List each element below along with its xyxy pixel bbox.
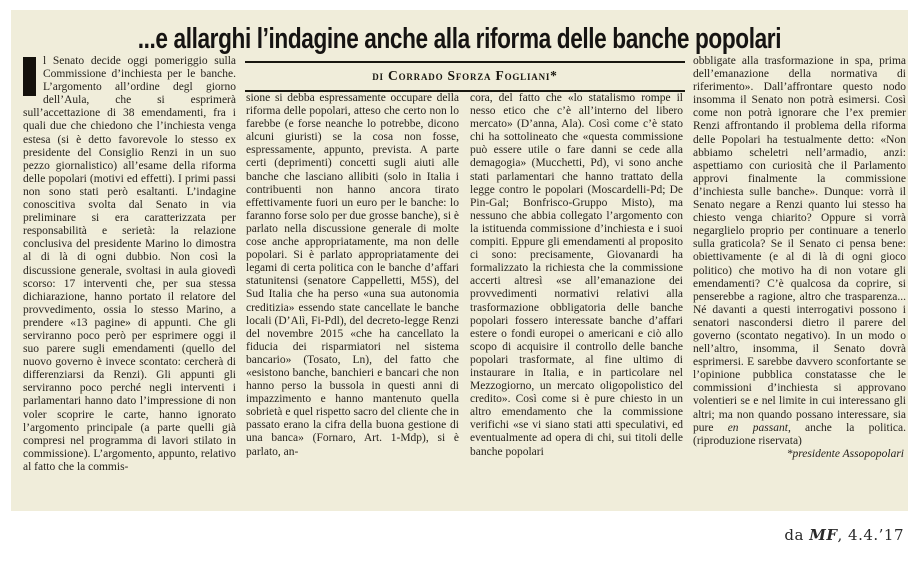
author-signature: *presidente Assopopolari	[786, 447, 904, 460]
article-column-4	[693, 55, 906, 461]
credit-prefix: da	[784, 526, 810, 544]
article-column-3: cora, del fatto che «lo statalismo rompe il nesso etico che c’è all’interno del libero mercato» (D’anna, Ala). Così come c’è stato chi ha sottolineato che «questa commissione può essere utile o fare danni se cede alla demagogia» (Mucchetti, Pd), vi sono anche stati parlamentari che hanno trattato della legge contro le popolari (Moscardelli-Pd; De Pin-Gal; Bonfrisco-Gruppo Misto), ma nessuno che abbia collegato l’argomento con la istituenda commissione d’inchiesta e i suoi compiti. Eppure gli emendamenti al proposito ci sono: precisamente, Giovanardi ha formalizzato la richiesta che la commissione accerti altresì «se all’emanazione dei provvedimenti normativi relativi alla trasformazione obbligatoria delle banche popolari fossero interessate banche d’affari estere o fondi europei o americani e ciò allo scopo di acquisire il controllo delle banche popolari trasformate, al fine ultimo di instaurare in Italia, e in particolare nel Mezzogiorno, un mercato oligopolistico del credito». Così come si è pure chiesto in un altro emendamento che la commissione verifichi «se vi siano stati atti speculativi, ed eventualmente ad opera di chi, sui titoli delle banche popolari	[470, 92, 683, 458]
article-column-1	[23, 55, 236, 474]
byline-text: di Corrado Sforza Fogliani*	[372, 68, 558, 83]
credit-publication: MF	[809, 526, 838, 544]
column-4-text-end: , anche la politica. (riproduzione riservata)	[693, 421, 907, 447]
article-headline-text: ...e allarghi l’indagine anche alla riforma delle banche popolari	[137, 23, 782, 55]
column-1-text: l Senato decide oggi pomeriggio sulla Commissione d’inchiesta per le banche. L’argomento all’ordine degl giorno dell’Aula, che si esprimerà sull’accettazione di 38 emendamenti, fra i quali due che chiedono che l’inchiesta venga estesa (si è detto favorevole lo stesso ex presidente del Consiglio Renzi in un suo pezzo giornalistico) all’esame della riforma delle popolari (motivi ed effetti). I primi passi non sono stati però esaltanti. L’indagine conoscitiva svolta dal Senato in via preliminare si era caratterizzata per responsabilità e serietà: la relazione conclusiva del presidente Marino lo dimostra al di là di ogni dubbio. Non così la discussione generale, svoltasi in aula giovedì scorso: 17 interventi che, per sua stessa dichiarazione, hanno portato il relatore del provvedimento, ossia lo stesso Marino, a prendere «13 pagine» di appunti. Che gli serviranno poco però per esprimere oggi il suo parere sugli emendamenti (quello del nuovo governo è invece scontato: cercherà di differenziarsi da Renzi). Gli appunti gli serviranno poco perché negli interventi i parlamentari hanno dato l’impressione di non voler scoprire le carte, hanno ignorato l’argomento principale (a parte quelli già compresi nel programma di lavori stilato in commissione). L’argomento, appunto, relativo al fatto che la commis-	[23, 55, 236, 473]
source-credit	[784, 526, 904, 544]
column-4-text: obbligate alla trasformazione in spa, prima dell’emanazione della normativa di riferimento». Dall’affrontare questo nodo insomma il Senato non potrà esimersi. Così come non potrà ignorare che l’ex premier Renzi affrontando il problema della riforma delle Popolari ha testualmente detto: «Non abbiamo scheletri nell’armadio, anzi: aspettiamo con curiosità che il Parlamento approvi finalmente la commissione d’inchiesta sulle banche». Dunque: vorrà il Senato negare a Renzi quanto lui stesso ha chiesto venga chiarito? Oppure si vorrà negarglielo proprio per continuare a tenerlo sulla graticola? Se il Senato ci pensa bene: obiettivamente (e al di là di ogni gioco politico) che motivo ha di non votare gli emendamenti? C’è qualcosa da coprire, si penserebbe a ragione, altro che trasparenza... Né davanti a questi interrogativi possono i senatori nascondersi dietro il parere del governo (scontato negativo). In un modo o nell’altro, insomma, il Senato dovrà esprimersi. E sarebbe davvero sconfortante se l’opinione pubblica constatasse che le commissioni d’inchiesta si approvano volentieri se e nel limite in cui interessano gli altri; ma non quando possano interessare, sia pure	[693, 55, 906, 434]
byline	[245, 61, 685, 92]
article-column-2: sione si debba espressamente occupare della riforma delle popolari, atteso che certo non lo farebbe (e forse neanche lo potrebbe, dicono alcuni giuristi) se la cosa non fosse, espressamente, appunto, prevista. A parte certi (deprimenti) concetti sugli aiuti alle banche che lasciano allibiti (solo in Italia i contribuenti non hanno ancora tirato effettivamente fuori un euro per le banche: lo faranno forse solo per due grosse banche), si è parlato nella discussione generale di molte cose anche appropriatamente, ma non delle popolari. Si è parlato appropriatamente dei legami di certa politica con le banche d’affari statunitensi (senatore Cappelletti, M5S), del Sud Italia che ha perso «una sua autonomia creditizia» essendo state cancellate le banche locali (D’Alì, Fi-Pdl), del decreto-legge Renzi del novembre 2015 «che ha cancellato la fiducia dei risparmiatori nel sistema bancario» (Tosato, Ln), del fatto che «esistono banche, banchieri e bancari che non hanno perso la bussola in questi anni di impazzimento e hanno mantenuto quella sobrietà e quel rispetto sacro del cliente che in passato erano la cifra della buona gestione di una banca» (Fornaro, Art. 1-Mdp), si è parlato, an-	[246, 92, 459, 458]
drop-cap-letter-i: I	[23, 57, 36, 96]
newspaper-clipping	[11, 10, 908, 511]
article-headline	[11, 19, 908, 56]
credit-date: , 4.4.’17	[837, 526, 904, 544]
en-passant-italic: en passant	[727, 421, 788, 434]
